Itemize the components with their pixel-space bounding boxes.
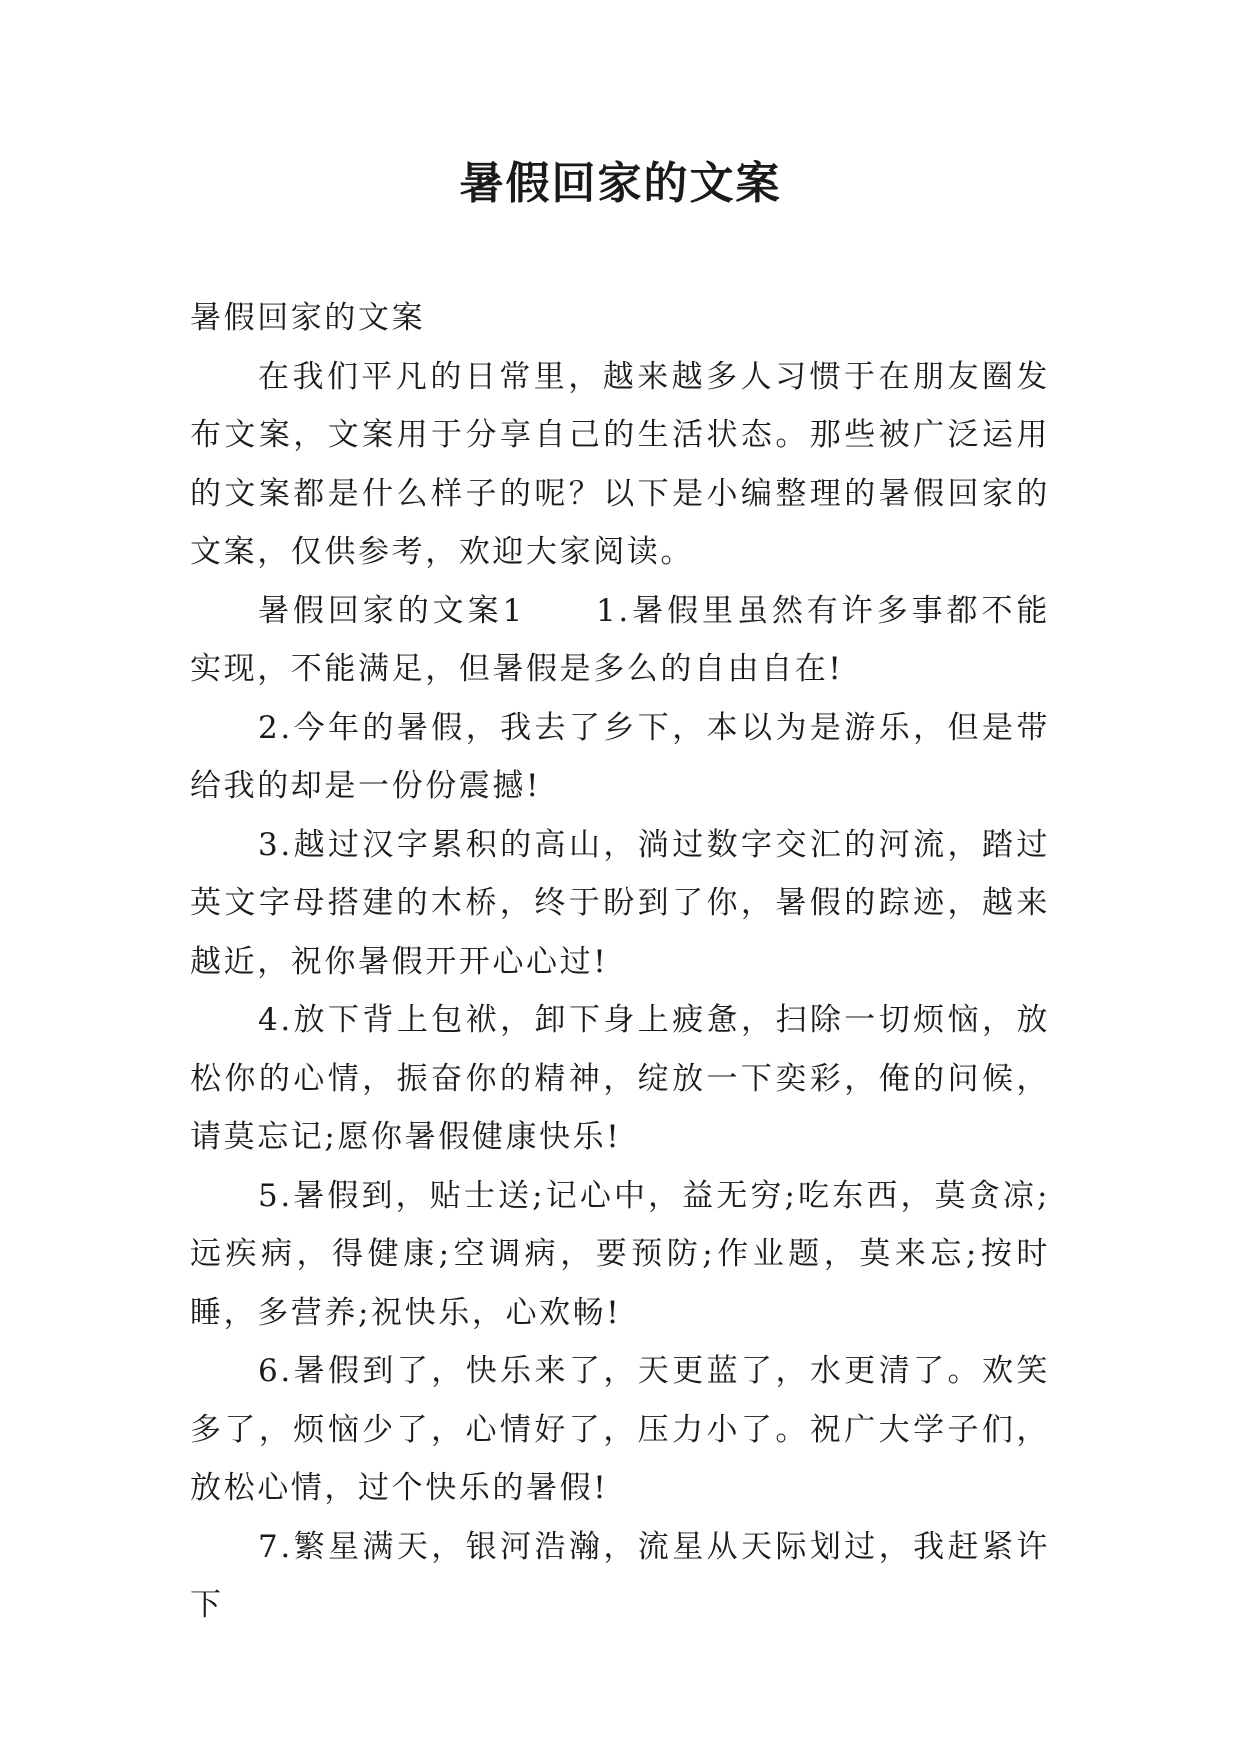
document-title: 暑假回家的文案 (459, 158, 782, 209)
quote-paragraph-1: 暑假回家的文案1 1.暑假里虽然有许多事都不能实现，不能满足，但暑假是多么的自由自在! (190, 592, 1050, 687)
intro-paragraph: 在我们平凡的日常里，越来越多人习惯于在朋友圈发布文案，文案用于分享自己的生活状态。那些被广泛运用的文案都是什么样子的呢？以下是小编整理的暑假回家的文案，仅供参考，欢迎大家阅读。 (190, 358, 1050, 570)
quote-paragraph-2: 2.今年的暑假，我去了乡下，本以为是游乐，但是带给我的却是一份份震撼! (190, 709, 1050, 804)
quote-paragraph-4: 4.放下背上包袱，卸下身上疲惫，扫除一切烦恼，放松你的心情，振奋你的精神，绽放一下奕彩，俺的问候，请莫忘记;愿你暑假健康快乐! (190, 1002, 1050, 1155)
quote-paragraph-5: 5.暑假到，贴士送;记心中，益无穷;吃东西，莫贪凉;远疾病，得健康;空调病，要预防;作业题，莫来忘;按时睡，多营养;祝快乐，心欢畅! (190, 1177, 1050, 1331)
quote-paragraph-7: 7.繁星满天，银河浩瀚，流星从天际划过，我赶紧许下 (190, 1528, 1050, 1623)
body-subtitle: 暑假回家的文案 (190, 300, 426, 336)
quote-paragraph-3: 3.越过汉字累积的高山，淌过数字交汇的河流，踏过英文字母搭建的木桥，终于盼到了你，暑假的踪迹，越来越近，祝你暑假开开心心过! (190, 826, 1050, 980)
document-body (190, 289, 1050, 1635)
quote-paragraph-6: 6.暑假到了，快乐来了，天更蓝了，水更清了。欢笑多了，烦恼少了，心情好了，压力小了。祝广大学子们，放松心情，过个快乐的暑假! (190, 1353, 1050, 1506)
